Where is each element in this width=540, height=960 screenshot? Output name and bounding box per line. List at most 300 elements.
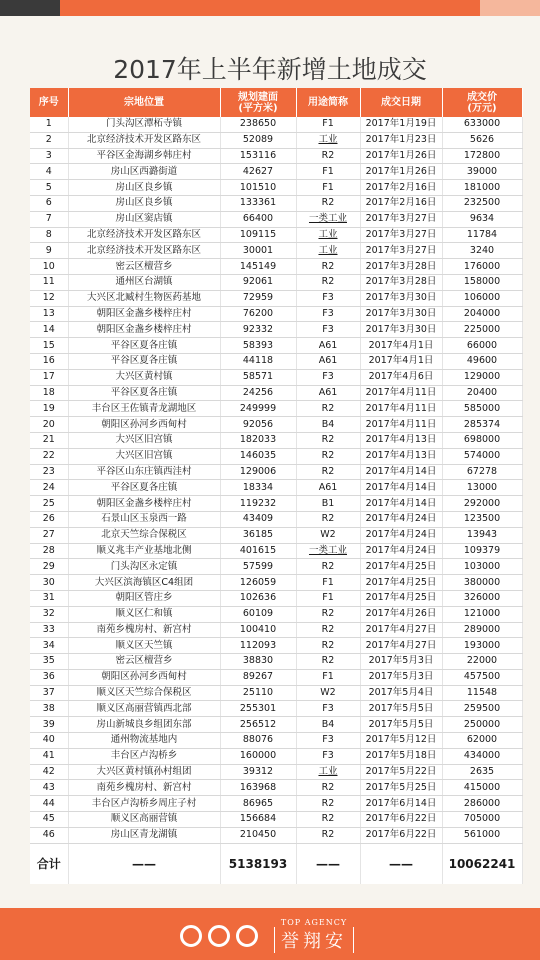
cell-no: 42 [30, 764, 68, 780]
cell-use: A61 [296, 480, 360, 496]
table-row [30, 575, 522, 591]
cell-area: 43409 [220, 511, 296, 527]
table-row [30, 733, 522, 749]
cell-location: 北京天竺综合保税区 [68, 527, 220, 543]
table-row [30, 748, 522, 764]
cell-use: B4 [296, 417, 360, 433]
cell-area: 112093 [220, 638, 296, 654]
cell-date: 2017年4月25日 [360, 590, 442, 606]
cell-date: 2017年1月19日 [360, 117, 442, 132]
cell-price: 633000 [442, 117, 522, 132]
cell-date: 2017年5月4日 [360, 685, 442, 701]
cell-no: 13 [30, 306, 68, 322]
cell-price: 11784 [442, 227, 522, 243]
table-row [30, 401, 522, 417]
cell-no: 19 [30, 401, 68, 417]
cell-price: 193000 [442, 638, 522, 654]
cell-location: 密云区檀营乡 [68, 259, 220, 275]
table-row [30, 259, 522, 275]
table-row [30, 274, 522, 290]
cell-price: 204000 [442, 306, 522, 322]
cell-no: 20 [30, 417, 68, 433]
total-price: 10062241 [442, 843, 522, 884]
cell-use: A61 [296, 385, 360, 401]
cell-date: 2017年5月5日 [360, 717, 442, 733]
cell-area: 42627 [220, 164, 296, 180]
cell-use: R2 [296, 812, 360, 828]
cell-location: 房山区良乡镇 [68, 195, 220, 211]
cell-no: 23 [30, 464, 68, 480]
total-date: —— [360, 843, 442, 884]
cell-no: 31 [30, 590, 68, 606]
cell-date: 2017年4月1日 [360, 353, 442, 369]
cell-date: 2017年3月30日 [360, 322, 442, 338]
cell-no: 24 [30, 480, 68, 496]
table-row [30, 243, 522, 259]
cell-location: 房山区西潞街道 [68, 164, 220, 180]
cell-area: 109115 [220, 227, 296, 243]
cell-no: 15 [30, 338, 68, 354]
table-row [30, 511, 522, 527]
cell-area: 39312 [220, 764, 296, 780]
cell-area: 44118 [220, 353, 296, 369]
cell-price: 286000 [442, 796, 522, 812]
cell-no: 2 [30, 132, 68, 148]
cell-area: 182033 [220, 432, 296, 448]
cell-use: F3 [296, 306, 360, 322]
cell-price: 457500 [442, 669, 522, 685]
cell-no: 40 [30, 733, 68, 749]
cell-use: F1 [296, 164, 360, 180]
cell-location: 通州物流基地内 [68, 733, 220, 749]
brand-english: TOP AGENCY [280, 918, 348, 927]
cell-no: 34 [30, 638, 68, 654]
cell-no: 5 [30, 180, 68, 196]
cell-no: 1 [30, 117, 68, 132]
brand-text [274, 918, 354, 953]
cell-area: 58571 [220, 369, 296, 385]
cell-price: 415000 [442, 780, 522, 796]
table-row [30, 559, 522, 575]
cell-location: 石景山区玉泉西一路 [68, 511, 220, 527]
table-row [30, 543, 522, 559]
cell-price: 2635 [442, 764, 522, 780]
cell-no: 28 [30, 543, 68, 559]
cell-use: R2 [296, 274, 360, 290]
table-row [30, 480, 522, 496]
table-row [30, 654, 522, 670]
cell-no: 39 [30, 717, 68, 733]
cell-use: R2 [296, 401, 360, 417]
cell-area: 88076 [220, 733, 296, 749]
cell-date: 2017年5月25日 [360, 780, 442, 796]
top-color-bar [0, 0, 540, 16]
cell-price: 698000 [442, 432, 522, 448]
cell-date: 2017年5月18日 [360, 748, 442, 764]
cell-use: R2 [296, 796, 360, 812]
cell-use: F1 [296, 575, 360, 591]
cell-location: 大兴区黄村镇 [68, 369, 220, 385]
cell-use: 工业 [296, 764, 360, 780]
cell-area: 58393 [220, 338, 296, 354]
cell-location: 朝阳区管庄乡 [68, 590, 220, 606]
cell-use: R2 [296, 622, 360, 638]
cell-price: 11548 [442, 685, 522, 701]
cell-area: 210450 [220, 827, 296, 843]
cell-date: 2017年4月6日 [360, 369, 442, 385]
cell-use: W2 [296, 685, 360, 701]
cell-no: 33 [30, 622, 68, 638]
cell-price: 326000 [442, 590, 522, 606]
cell-no: 32 [30, 606, 68, 622]
table-row [30, 780, 522, 796]
table-row [30, 148, 522, 164]
table-row [30, 132, 522, 148]
cell-location: 顺义区天竺综合保税区 [68, 685, 220, 701]
cell-date: 2017年3月28日 [360, 274, 442, 290]
cell-no: 16 [30, 353, 68, 369]
land-transaction-table-container [30, 88, 522, 884]
cell-price: 106000 [442, 290, 522, 306]
cell-location: 顺义区仁和镇 [68, 606, 220, 622]
header-area [220, 88, 296, 117]
cell-area: 86965 [220, 796, 296, 812]
cell-price: 109379 [442, 543, 522, 559]
cell-location: 平谷区夏各庄镇 [68, 353, 220, 369]
cell-no: 4 [30, 164, 68, 180]
cell-no: 29 [30, 559, 68, 575]
cell-date: 2017年4月14日 [360, 480, 442, 496]
cell-date: 2017年4月13日 [360, 432, 442, 448]
total-area: 5138193 [220, 843, 296, 884]
cell-use: R2 [296, 780, 360, 796]
cell-use: 工业 [296, 132, 360, 148]
header-price-line1: 成交价 [467, 91, 497, 103]
cell-use: R2 [296, 606, 360, 622]
cell-price: 121000 [442, 606, 522, 622]
total-row [30, 843, 522, 884]
cell-price: 158000 [442, 274, 522, 290]
cell-location: 房山区窦店镇 [68, 211, 220, 227]
cell-location: 南苑乡槐房村、新宫村 [68, 780, 220, 796]
cell-area: 133361 [220, 195, 296, 211]
table-row [30, 353, 522, 369]
table-row [30, 685, 522, 701]
cell-no: 21 [30, 432, 68, 448]
cell-area: 146035 [220, 448, 296, 464]
cell-use: R2 [296, 654, 360, 670]
cell-no: 7 [30, 211, 68, 227]
cell-area: 92061 [220, 274, 296, 290]
table-row [30, 385, 522, 401]
table-row [30, 796, 522, 812]
cell-price: 13943 [442, 527, 522, 543]
cell-location: 房山区良乡镇 [68, 180, 220, 196]
cell-area: 401615 [220, 543, 296, 559]
cell-date: 2017年4月14日 [360, 496, 442, 512]
cell-use: R2 [296, 464, 360, 480]
cell-location: 大兴区滨海镇区C4组团 [68, 575, 220, 591]
cell-no: 37 [30, 685, 68, 701]
cell-date: 2017年1月26日 [360, 148, 442, 164]
cell-location: 大兴区旧宫镇 [68, 448, 220, 464]
cell-area: 160000 [220, 748, 296, 764]
cell-area: 102636 [220, 590, 296, 606]
cell-no: 9 [30, 243, 68, 259]
cell-use: F1 [296, 180, 360, 196]
cell-use: A61 [296, 338, 360, 354]
cell-location: 顺义兆丰产业基地北侧 [68, 543, 220, 559]
header-price-line2: (万元) [467, 102, 497, 114]
cell-use: F3 [296, 748, 360, 764]
cell-use: F1 [296, 669, 360, 685]
footer-bar [0, 908, 540, 960]
header-date: 成交日期 [360, 88, 442, 117]
cell-date: 2017年4月26日 [360, 606, 442, 622]
cell-use: 工业 [296, 227, 360, 243]
cell-use: B1 [296, 496, 360, 512]
cell-date: 2017年3月27日 [360, 211, 442, 227]
total-label: 合计 [30, 843, 68, 884]
cell-price: 66000 [442, 338, 522, 354]
cell-use: 一类工业 [296, 543, 360, 559]
brand-logo [180, 918, 354, 953]
cell-area: 101510 [220, 180, 296, 196]
cell-location: 朝阳区孙河乡西甸村 [68, 417, 220, 433]
cell-location: 平谷区夏各庄镇 [68, 385, 220, 401]
cell-location: 大兴区旧宫镇 [68, 432, 220, 448]
cell-price: 705000 [442, 812, 522, 828]
cell-price: 380000 [442, 575, 522, 591]
cell-price: 292000 [442, 496, 522, 512]
cell-price: 585000 [442, 401, 522, 417]
cell-no: 25 [30, 496, 68, 512]
cell-use: F3 [296, 701, 360, 717]
cell-price: 13000 [442, 480, 522, 496]
cell-use: F3 [296, 322, 360, 338]
cell-use: F3 [296, 290, 360, 306]
cell-use: R2 [296, 195, 360, 211]
cell-use: R2 [296, 259, 360, 275]
cell-area: 72959 [220, 290, 296, 306]
cell-price: 250000 [442, 717, 522, 733]
cell-date: 2017年4月24日 [360, 527, 442, 543]
cell-location: 门头沟区永定镇 [68, 559, 220, 575]
table-row [30, 464, 522, 480]
cell-use: 工业 [296, 243, 360, 259]
cell-use: R2 [296, 511, 360, 527]
cell-date: 2017年6月22日 [360, 812, 442, 828]
cell-location: 顺义区天竺镇 [68, 638, 220, 654]
cell-area: 100410 [220, 622, 296, 638]
cell-date: 2017年1月26日 [360, 164, 442, 180]
cell-date: 2017年4月25日 [360, 559, 442, 575]
cell-price: 181000 [442, 180, 522, 196]
table-row [30, 590, 522, 606]
cell-area: 25110 [220, 685, 296, 701]
cell-use: R2 [296, 148, 360, 164]
table-row [30, 527, 522, 543]
cell-use: F1 [296, 590, 360, 606]
cell-no: 46 [30, 827, 68, 843]
header-area-line2: (平方米) [238, 102, 278, 114]
cell-location: 南苑乡槐房村、新宫村 [68, 622, 220, 638]
cell-no: 27 [30, 527, 68, 543]
cell-location: 丰台区卢沟桥乡 [68, 748, 220, 764]
cell-price: 39000 [442, 164, 522, 180]
cell-price: 434000 [442, 748, 522, 764]
cell-location: 密云区檀营乡 [68, 654, 220, 670]
cell-no: 36 [30, 669, 68, 685]
table-row [30, 227, 522, 243]
cell-area: 89267 [220, 669, 296, 685]
cell-area: 119232 [220, 496, 296, 512]
cell-no: 14 [30, 322, 68, 338]
cell-area: 66400 [220, 211, 296, 227]
cell-price: 3240 [442, 243, 522, 259]
table-row [30, 180, 522, 196]
cell-area: 249999 [220, 401, 296, 417]
cell-use: W2 [296, 527, 360, 543]
cell-price: 232500 [442, 195, 522, 211]
cell-area: 60109 [220, 606, 296, 622]
cell-date: 2017年4月11日 [360, 385, 442, 401]
cell-use: F1 [296, 117, 360, 132]
cell-location: 朝阳区金盏乡楼梓庄村 [68, 306, 220, 322]
cell-use: R2 [296, 432, 360, 448]
cell-date: 2017年4月1日 [360, 338, 442, 354]
total-use: —— [296, 843, 360, 884]
cell-location: 房山区青龙湖镇 [68, 827, 220, 843]
cell-price: 129000 [442, 369, 522, 385]
table-row [30, 290, 522, 306]
cell-no: 18 [30, 385, 68, 401]
cell-price: 9634 [442, 211, 522, 227]
cell-no: 17 [30, 369, 68, 385]
cell-price: 20400 [442, 385, 522, 401]
cell-area: 153116 [220, 148, 296, 164]
cell-use: A61 [296, 353, 360, 369]
cell-location: 丰台区卢沟桥乡周庄子村 [68, 796, 220, 812]
cell-price: 22000 [442, 654, 522, 670]
table-row [30, 606, 522, 622]
cell-no: 10 [30, 259, 68, 275]
cell-date: 2017年4月13日 [360, 448, 442, 464]
top-bar-dark-segment [0, 0, 60, 16]
table-body [30, 117, 522, 843]
cell-use: R2 [296, 448, 360, 464]
cell-price: 62000 [442, 733, 522, 749]
cell-price: 289000 [442, 622, 522, 638]
cell-area: 18334 [220, 480, 296, 496]
cell-date: 2017年1月23日 [360, 132, 442, 148]
cell-date: 2017年3月30日 [360, 290, 442, 306]
cell-location: 大兴区黄村镇孙村组团 [68, 764, 220, 780]
cell-no: 30 [30, 575, 68, 591]
cell-location: 顺义区高丽营镇西北部 [68, 701, 220, 717]
top-bar-accent-segment [60, 0, 480, 16]
cell-date: 2017年5月22日 [360, 764, 442, 780]
header-price [442, 88, 522, 117]
cell-no: 43 [30, 780, 68, 796]
cell-date: 2017年5月3日 [360, 654, 442, 670]
table-row [30, 117, 522, 132]
cell-location: 丰台区王佐镇青龙湖地区 [68, 401, 220, 417]
page-title: 2017年上半年新增土地成交 [113, 55, 427, 84]
brand-chinese: 誉翔安 [274, 927, 354, 953]
top-bar-light-segment [480, 0, 540, 16]
cell-date: 2017年5月12日 [360, 733, 442, 749]
cell-no: 26 [30, 511, 68, 527]
table-row [30, 338, 522, 354]
cell-date: 2017年4月25日 [360, 575, 442, 591]
cell-location: 门头沟区潭柘寺镇 [68, 117, 220, 132]
cell-no: 12 [30, 290, 68, 306]
cell-location: 朝阳区金盏乡楼梓庄村 [68, 322, 220, 338]
table-row [30, 701, 522, 717]
header-area-line1: 规划建面 [238, 91, 278, 103]
cell-date: 2017年3月30日 [360, 306, 442, 322]
cell-date: 2017年4月24日 [360, 543, 442, 559]
cell-no: 8 [30, 227, 68, 243]
table-row [30, 827, 522, 843]
cell-use: F3 [296, 369, 360, 385]
cell-area: 129006 [220, 464, 296, 480]
table-row [30, 211, 522, 227]
cell-price: 561000 [442, 827, 522, 843]
cell-location: 平谷区山东庄镇西洼村 [68, 464, 220, 480]
header-location: 宗地位置 [68, 88, 220, 117]
cell-area: 57599 [220, 559, 296, 575]
cell-date: 2017年3月27日 [360, 227, 442, 243]
table-row [30, 369, 522, 385]
cell-price: 172800 [442, 148, 522, 164]
table-row [30, 764, 522, 780]
cell-use: R2 [296, 559, 360, 575]
cell-use: R2 [296, 638, 360, 654]
cell-location: 朝阳区孙河乡西甸村 [68, 669, 220, 685]
cell-area: 24256 [220, 385, 296, 401]
cell-price: 67278 [442, 464, 522, 480]
cell-area: 156684 [220, 812, 296, 828]
cell-area: 30001 [220, 243, 296, 259]
table-row [30, 448, 522, 464]
cell-area: 126059 [220, 575, 296, 591]
cell-area: 76200 [220, 306, 296, 322]
cell-date: 2017年4月11日 [360, 401, 442, 417]
cell-price: 574000 [442, 448, 522, 464]
cell-area: 255301 [220, 701, 296, 717]
logo-circle-icon [180, 925, 202, 947]
cell-location: 北京经济技术开发区路东区 [68, 227, 220, 243]
logo-circle-icon [236, 925, 258, 947]
cell-area: 238650 [220, 117, 296, 132]
cell-use: F3 [296, 733, 360, 749]
table-row [30, 622, 522, 638]
table-row [30, 432, 522, 448]
cell-location: 大兴区北臧村生物医药基地 [68, 290, 220, 306]
cell-area: 92332 [220, 322, 296, 338]
cell-no: 11 [30, 274, 68, 290]
cell-no: 3 [30, 148, 68, 164]
cell-date: 2017年4月27日 [360, 622, 442, 638]
table-row [30, 195, 522, 211]
cell-price: 225000 [442, 322, 522, 338]
total-location: —— [68, 843, 220, 884]
cell-location: 通州区台湖镇 [68, 274, 220, 290]
land-transaction-table [30, 88, 523, 884]
cell-area: 38830 [220, 654, 296, 670]
